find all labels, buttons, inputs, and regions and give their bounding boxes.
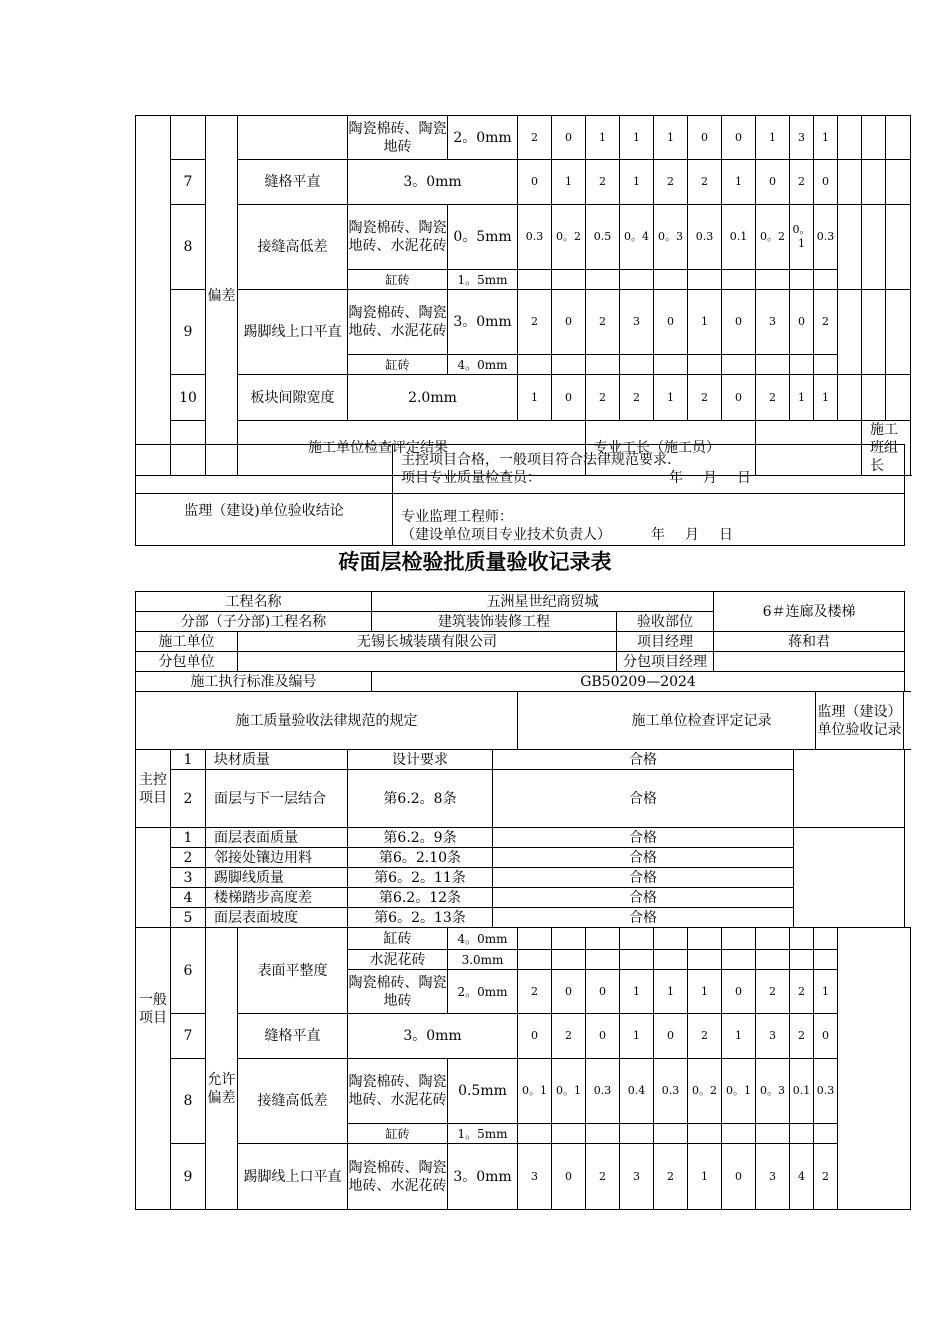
measure-cell: 1	[620, 1014, 654, 1059]
date-month: 月	[703, 470, 717, 486]
contractor-label: 施工单位	[136, 632, 238, 652]
blank-cell	[886, 205, 911, 290]
measure-cell: 1	[688, 1144, 722, 1210]
measure-cell: 2	[518, 970, 552, 1014]
material-cell: 陶瓷棉砖、陶瓷地砖、水泥花砖	[348, 1144, 448, 1210]
measure-cell: 0	[586, 970, 620, 1014]
supervision-conclusion-cell	[393, 494, 905, 546]
measure-cell: 1	[790, 375, 814, 421]
blank-cell	[886, 375, 911, 421]
measure-cell: 0。1	[518, 1059, 552, 1124]
item-name: 板块间隙宽度	[238, 375, 348, 421]
blank-cell	[862, 160, 886, 205]
measure-cell: 0	[688, 116, 722, 160]
item-name: 面层与下一层结合	[206, 770, 348, 828]
measure-cell: 1	[722, 1014, 756, 1059]
measure-cell: 0	[790, 290, 814, 355]
item-number: 5	[171, 908, 206, 928]
measure-cell: 2	[552, 1014, 586, 1059]
requirement-cell: 0。5mm	[448, 205, 518, 270]
item-number: 8	[171, 205, 206, 290]
requirement-cell: 4。0mm	[448, 928, 518, 950]
contractor: 无锡长城装璜有限公司	[238, 632, 617, 652]
measure-cell: 2	[518, 116, 552, 160]
result-cell: 合格	[493, 908, 794, 928]
date-day: 日	[737, 470, 751, 486]
sub-project: 建筑装饰装修工程	[372, 612, 617, 632]
supervision-cell	[838, 928, 911, 1210]
requirement-cell: 2.0mm	[348, 375, 518, 421]
spec-header: 施工质量验收法律规范的规定	[136, 692, 518, 750]
measure-cell: 0。1	[722, 1059, 756, 1124]
requirement-cell: 第6。2。13条	[348, 908, 493, 928]
measure-cell: 0.3	[586, 1059, 620, 1124]
deviation-group-label: 偏差	[206, 116, 238, 476]
measure-cell: 1	[722, 160, 756, 205]
item-name: 缝格平直	[238, 160, 348, 205]
requirement-cell: 3.0mm	[448, 950, 518, 970]
measure-cell: 1	[654, 116, 688, 160]
item-name: 接缝高低差	[238, 205, 348, 290]
blank-cell	[886, 116, 911, 160]
item-number: 8	[171, 1059, 206, 1144]
blank-cell	[862, 290, 886, 375]
requirement-cell: 0.5mm	[448, 1059, 518, 1124]
measure-cell: 1	[552, 160, 586, 205]
location-value: 6＃连廊及楼梯	[714, 592, 905, 632]
item-name: 邻接处镶边用料	[206, 848, 348, 868]
measure-cell: 1	[620, 116, 654, 160]
page-title: 砖面层检验批质量验收记录表	[338, 550, 612, 574]
measure-cell: 0。3	[756, 1059, 790, 1124]
measure-cell: 0	[552, 116, 586, 160]
measure-cell: 1	[654, 375, 688, 421]
measure-cell: 2	[790, 970, 814, 1014]
requirement-cell: 第6.2。8条	[348, 770, 493, 828]
item-number: 2	[171, 848, 206, 868]
measure-cell: 1	[654, 970, 688, 1014]
measure-cell: 2	[586, 375, 620, 421]
quality-acceptance-table	[135, 691, 911, 750]
measure-cell: 0.3	[654, 1059, 688, 1124]
measure-cell: 0	[654, 290, 688, 355]
measure-cell: 1	[620, 970, 654, 1014]
blank-cell	[838, 116, 862, 160]
measure-cell: 0	[722, 116, 756, 160]
supervisor-line2: （建设单位项目专业技术负责人） 年 月 日	[401, 527, 733, 543]
blank-cell	[136, 116, 171, 476]
requirement-cell: 1。5mm	[448, 1124, 518, 1144]
item-number: 7	[171, 1014, 206, 1059]
measure-cell: 0.1	[722, 205, 756, 270]
requirement-cell: 设计要求	[348, 750, 493, 770]
requirement-cell: 3。0mm	[348, 1014, 518, 1059]
material-cell: 陶瓷棉砖、陶瓷地砖、水泥花砖	[348, 205, 448, 270]
item-number: 9	[171, 290, 206, 375]
measure-cell: 0	[518, 1014, 552, 1059]
pm: 蒋和君	[714, 632, 905, 652]
blank-cell	[838, 160, 862, 205]
item-name: 踢脚线上口平直	[238, 290, 348, 375]
material-cell: 缸砖	[348, 928, 448, 950]
blank-cell	[886, 290, 911, 375]
blank-cell	[862, 375, 886, 421]
header-info-table	[135, 591, 905, 692]
measure-cell: 0。2	[552, 205, 586, 270]
sub-project-label: 分部（子分部)工程名称	[136, 612, 372, 632]
blank-cell	[136, 445, 393, 494]
measure-cell: 2	[688, 1014, 722, 1059]
measure-cell: 1	[688, 970, 722, 1014]
measure-cell: 2	[586, 1144, 620, 1210]
measure-cell: 2	[688, 375, 722, 421]
supervision-label: 监理（建设)单位验收结论	[136, 494, 393, 546]
measure-cell: 3	[620, 1144, 654, 1210]
requirement-cell: 3。0mm	[348, 160, 518, 205]
measure-cell: 2	[814, 1144, 838, 1210]
result-cell: 合格	[493, 848, 794, 868]
measure-cell: 1	[814, 375, 838, 421]
requirement-cell: 4。0mm	[448, 355, 518, 375]
measure-cell: 3	[756, 1014, 790, 1059]
measure-cell: 2	[654, 160, 688, 205]
result-cell: 合格	[493, 770, 794, 828]
measure-cell: 3	[790, 116, 814, 160]
item-name: 踢脚线质量	[206, 868, 348, 888]
project-name: 五洲星世纪商贸城	[372, 592, 714, 612]
requirement-cell: 第6。2.10条	[348, 848, 493, 868]
item-name: 接缝高低差	[238, 1059, 348, 1144]
item-number: 4	[171, 888, 206, 908]
main-items-table	[135, 749, 905, 828]
blank-cell	[838, 375, 862, 421]
measure-cell: 3	[756, 290, 790, 355]
foreman-label: 专业工长（施工员）	[586, 421, 756, 476]
item-name: 楼梯踏步高度差	[206, 888, 348, 908]
inspection-table-continued	[135, 115, 911, 476]
measure-cell: 0	[814, 1014, 838, 1059]
measure-cell: 0	[586, 1014, 620, 1059]
measure-cell: 0。2	[756, 205, 790, 270]
item-name: 块材质量	[206, 750, 348, 770]
measure-cell: 2	[586, 160, 620, 205]
requirement-cell: 3。0mm	[448, 290, 518, 355]
measure-cell: 0	[722, 1144, 756, 1210]
item-name: 缝格平直	[238, 1014, 348, 1059]
measure-cell: 0	[722, 970, 756, 1014]
project-name-label: 工程名称	[136, 592, 372, 612]
general-items-table	[135, 827, 905, 928]
blank-cell	[862, 205, 886, 290]
measure-cell: 0	[654, 1014, 688, 1059]
measure-cell: 0.4	[620, 1059, 654, 1124]
item-name: 面层表面坡度	[206, 908, 348, 928]
pm-label: 项目经理	[617, 632, 714, 652]
material-cell: 水泥花砖	[348, 950, 448, 970]
measure-cell: 0	[552, 970, 586, 1014]
measure-cell: 0	[756, 160, 790, 205]
result-cell: 合格	[493, 750, 794, 770]
measure-cell: 2	[814, 290, 838, 355]
requirement-cell: 3。0mm	[448, 1144, 518, 1210]
material-cell: 缸砖	[348, 1124, 448, 1144]
supervision-cell	[794, 828, 905, 928]
inspection-table-footer	[135, 444, 905, 546]
measure-cell: 3	[756, 1144, 790, 1210]
measure-cell: 0.3	[814, 1059, 838, 1124]
measure-cell: 2	[688, 160, 722, 205]
result-cell: 合格	[493, 868, 794, 888]
measure-cell: 0	[552, 375, 586, 421]
check-conclusion-cell	[393, 445, 905, 494]
item-number: 10	[171, 375, 206, 421]
sub-pm-value	[714, 652, 905, 672]
main-items-label: 主控项目	[136, 750, 171, 828]
measure-cell: 1	[586, 116, 620, 160]
measure-cell: 0.1	[790, 1059, 814, 1124]
measure-cell: 1	[814, 970, 838, 1014]
result-cell: 合格	[493, 888, 794, 908]
blank-cell	[886, 160, 911, 205]
measure-cell: 0	[722, 375, 756, 421]
measure-cell: 0.3	[518, 205, 552, 270]
sub-pm-label: 分包项目经理	[617, 652, 714, 672]
requirement-cell: 第6.2。9条	[348, 828, 493, 848]
inspector-line	[401, 469, 904, 487]
contractor-record-header: 施工单位检查评定记录	[518, 692, 886, 750]
check-conclusion-text: 主控项目合格，一般项目符合法律规范要求.	[401, 452, 672, 468]
check-result-label: 施工单位检查评定结果	[171, 421, 586, 476]
measure-cell: 0。1	[790, 205, 814, 270]
measure-cell: 1	[756, 116, 790, 160]
acceptance-part-label: 验收部位	[617, 612, 714, 632]
requirement-cell: 2。0mm	[448, 970, 518, 1014]
supervisor-line1: 专业监理工程师：	[401, 509, 513, 525]
material-cell: 陶瓷棉砖、陶瓷地砖	[348, 970, 448, 1014]
measure-cell: 0	[552, 290, 586, 355]
item-number: 1	[171, 750, 206, 770]
measure-cell: 0.5	[586, 205, 620, 270]
measure-cell: 2	[620, 375, 654, 421]
measure-cell: 2	[654, 1144, 688, 1210]
date-month: 月	[685, 527, 699, 543]
measure-cell: 0。4	[620, 205, 654, 270]
standard: GB50209—2024	[372, 672, 905, 692]
measure-cell: 2	[790, 160, 814, 205]
measure-cell: 0	[722, 290, 756, 355]
item-number: 1	[171, 828, 206, 848]
measure-cell: 2	[586, 290, 620, 355]
subcontractor-label: 分包单位	[136, 652, 238, 672]
blank-cell	[171, 116, 206, 160]
measure-cell: 0	[552, 1144, 586, 1210]
measure-cell: 2	[756, 375, 790, 421]
item-number: 9	[171, 1144, 206, 1210]
material-cell: 陶瓷棉砖、陶瓷地砖	[348, 116, 448, 160]
requirement-cell: 第6。2。11条	[348, 868, 493, 888]
item-number: 3	[171, 868, 206, 888]
measure-cell: 1	[688, 290, 722, 355]
measure-cell: 4	[790, 1144, 814, 1210]
measure-cell: 0。1	[552, 1059, 586, 1124]
measure-cell: 0。3	[654, 205, 688, 270]
general-items-label: 一般项目	[136, 928, 171, 1210]
measure-cell: 1	[518, 375, 552, 421]
supervision-cell	[794, 750, 905, 828]
material-cell: 缸砖	[348, 355, 448, 375]
item-number: 7	[171, 160, 206, 205]
item-number: 2	[171, 770, 206, 828]
subcontractor-value	[238, 652, 617, 672]
item-name: 面层表面质量	[206, 828, 348, 848]
blank-cell	[238, 116, 348, 160]
material-cell: 陶瓷棉砖、陶瓷地砖、水泥花砖	[348, 290, 448, 355]
blank-cell	[838, 205, 862, 290]
allowable-deviation-table	[135, 927, 911, 1210]
measure-cell: 0。2	[688, 1059, 722, 1124]
requirement-cell: 第6.2。12条	[348, 888, 493, 908]
measure-cell: 3	[620, 290, 654, 355]
date-year: 年	[651, 527, 665, 543]
measure-cell: 2	[790, 1014, 814, 1059]
requirement-cell: 1。5mm	[448, 270, 518, 290]
measure-cell: 0.3	[688, 205, 722, 270]
measure-cell: 1	[620, 160, 654, 205]
standard-label: 施工执行标准及编号	[136, 672, 372, 692]
team-leader-label: 施工班组长	[862, 421, 911, 476]
measure-cell: 2	[518, 290, 552, 355]
measure-cell: 2	[756, 970, 790, 1014]
measure-cell: 0.3	[814, 205, 838, 270]
requirement-cell: 2。0mm	[448, 116, 518, 160]
measure-cell: 0	[814, 160, 838, 205]
measure-cell: 0	[518, 160, 552, 205]
date-year: 年	[669, 470, 683, 486]
blank-cell	[838, 290, 862, 375]
supervision-header-overlay	[815, 691, 904, 750]
inspector-label: 项目专业质量检查员：	[401, 470, 541, 486]
material-cell: 缸砖	[348, 270, 448, 290]
material-cell: 陶瓷棉砖、陶瓷地砖、水泥花砖	[348, 1059, 448, 1124]
measure-cell: 1	[814, 116, 838, 160]
supervision-record-header: 监理（建设）单位验收记录	[816, 692, 904, 750]
result-cell: 合格	[493, 828, 794, 848]
item-name: 表面平整度	[238, 928, 348, 1014]
item-name: 踢脚线上口平直	[238, 1144, 348, 1210]
allow-label: 允许偏差	[206, 928, 238, 1210]
item-number: 6	[171, 928, 206, 1014]
blank-cell	[136, 828, 171, 928]
blank-cell	[862, 116, 886, 160]
measure-cell: 3	[518, 1144, 552, 1210]
date-day: 日	[719, 527, 733, 543]
